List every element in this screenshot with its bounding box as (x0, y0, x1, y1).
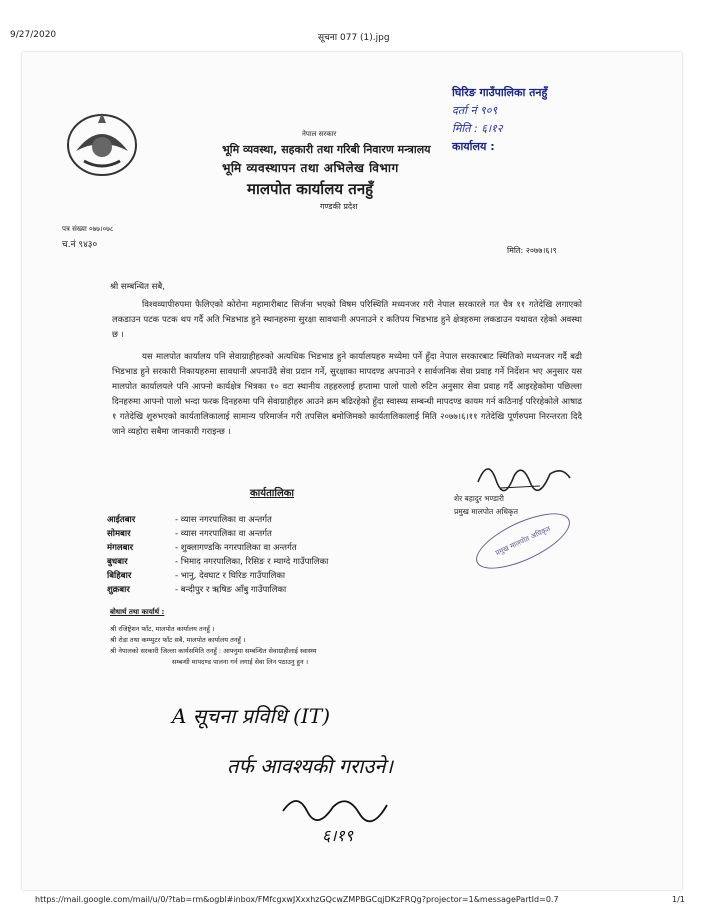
schedule-desc: - व्यास नगरपालिका वा अन्तर्गत (175, 515, 272, 525)
schedule-row (107, 556, 328, 567)
schedule-row (107, 584, 286, 595)
signatory-name: शेर बहादुर भण्डारी (454, 494, 504, 503)
receipt-stamp (452, 84, 582, 156)
handwritten-note-2: तर्फ आवश्यकी गराउने। (227, 754, 393, 778)
paragraph-1: विश्वव्यापीरुपमा फैलिएको कोरोना महामारीबाट सिर्जना भएको विषम परिस्थिति मध्यनजर गरी नेपाल सरकारले गत चैत्र ११ गतेदेखि लगाएको लकडाउन पटक पटक थप गर्दै अति भिडभाड हुने स्थानहरुमा सुरक्षा सावधानी अपनाउने र कतिपय भिडभाड हुने क्षेत्रहरुमा लकडाउन यथावत रहेको अवस्था छ । (112, 300, 582, 340)
stamp-karyalaya: कार्यालय : (452, 140, 495, 153)
salutation: श्री सम्बन्धित सबै, (110, 282, 165, 292)
copies-heading: बोधार्थ तथा कार्यार्थ : (110, 608, 165, 616)
schedule-desc: - बन्दीपुर र ऋषिङ आँबु गाउँपालिका (175, 585, 287, 595)
patra-sankhya: पत्र संख्या ०७७।०७८ (62, 225, 114, 233)
schedule-row (107, 542, 297, 553)
copies-line: सम्बन्धी मापदण्ड पालना गर्न लगाई सेवा लिन पठाउनु हुन । (172, 658, 309, 666)
nepal-emblem-icon (62, 107, 142, 179)
schedule-desc: - भिमाद नगरपालिका, रिसिङ र म्याग्दे गाउँपालिका (175, 557, 329, 567)
office-name: मालपोत कार्यालय तनहुँ (247, 180, 374, 198)
schedule-day: बिहिबार (107, 571, 132, 581)
schedule-day: बुधबार (107, 557, 128, 567)
print-url: https://mail.google.com/mail/u/0/?tab=rm&ogbl#inbox/FMfcgxwJXxxhzGQcwZMPBGCqjDKzFRQg?projector=1&messagePartId=0.7 (35, 895, 559, 904)
ministry-name: भूमि व्यवस्था, सहकारी तथा गरिबी निवारण मन्त्रालय (222, 143, 431, 156)
scanned-document (22, 52, 682, 890)
schedule-row (107, 528, 272, 539)
schedule-day: आईतबार (107, 515, 136, 525)
schedule-desc: - भानु, देवघाट र घिरिङ गाउँपालिका (175, 571, 286, 581)
stamp-miti: मिति : ६।१२ (452, 122, 503, 135)
stamp-org: घिरिङ गाउँपालिका तनहुँ (452, 86, 548, 99)
seal-text: प्रमुख मालपोत अधिकृत (494, 524, 552, 557)
print-title: सूचना 077 (1).jpg (318, 33, 390, 43)
handwritten-note-1: A सूचना प्रविधि (IT) (172, 704, 331, 728)
schedule-row (107, 514, 272, 525)
paragraph-2: यस मालपोत कार्यालय पनि सेवाग्राहीहरुको अत्यधिक भिडभाड हुने कार्यालयहरु मध्येमा पर्ने हुँदा नेपाल सरकारबाट स्थितिको मध्यनजर गर्दै बढी भिडभाड हुने सरकारी निकायहरुमा सावधानी अपनाउँदै सेवा प्रदान गर्ने, सुरक्षाका मापदण्ड अपनाउने र सार्वजनिक सेवा प्रवाह गर्ने निर्देशन भए अनुसार यस मालपोत कार्यालयले पनि आफ्नो कार्यक्षेत्र भित्रका १० वटा स्थानीय तहहरुलाई हप्तामा पालो पालो रुटिन अनुसार सेवा प्रवाह गर्दै आइरहेकोमा पछिल्ला दिनहरुमा आफ्नो पालो भन्दा फरक दिनहरुमा पनि सेवाग्राहीहरु आउने क्रम बढिरहेको हुँदा स्वास्थ्य सम्बन्धी मापदण्ड कायम गर्न कठिनाई परिरहेकोले आषाढ १ गतेदेखि शुरुभएको कार्यतालिकालाई सामान्य परिमार्जन गरी तपसिल बमोजिमको कार्यतालिकालाई मिति २०७७।६।११ गतेदेखि पूर्णरुपमा निरन्तरता दिदै जाने व्यहोरा सबैमा जानकारी गराइन्छ । (112, 352, 582, 437)
copies-line: श्री नेपालको सरकारी जिल्ला कार्यसमिति तनहुँ : आफ्नुमा सम्बन्धित सेवाग्राहीलाई स्वास्थ्य (110, 647, 317, 655)
province-name: गण्डकी प्रदेश (320, 202, 358, 211)
print-date: 9/27/2020 (10, 30, 57, 40)
gov-label: नेपाल सरकार (302, 130, 337, 138)
copies-line: श्री रोडा तथा कम्प्युटर फाँट सबै, मालपोत कार्यालय तनहुँ । (110, 636, 246, 644)
chalani-number: च.नं ९४३० (62, 240, 98, 250)
schedule-desc: - शुक्लागण्डकि नगरपालिका वा अन्तर्गत (175, 543, 297, 553)
schedule-desc: - व्यास नगरपालिका वा अन्तर्गत (175, 529, 272, 539)
schedule-day: सोमबार (107, 529, 131, 539)
handwritten-date: ६।१९ (322, 826, 354, 845)
schedule-day: शुक्रबार (107, 585, 130, 595)
schedule-row (107, 570, 285, 581)
schedule-title: कार्यतालिका (250, 488, 294, 499)
letter-date: मिति: २०७७।६।९ (507, 246, 557, 255)
stamp-darta: दर्ता नं ९०९ (452, 104, 498, 117)
department-name: भूमि व्यवस्थापन तथा अभिलेख विभाग (222, 161, 399, 175)
handwritten-signature-icon (277, 787, 397, 827)
copies-line: श्री रजिष्ट्रेशन फाँट, मालपोत कार्यालय तनहुँ । (110, 625, 215, 633)
signatory-title: प्रमुख मालपोत अधिकृत (454, 507, 518, 516)
print-page-count: 1/1 (672, 895, 685, 904)
schedule-day: मंगलबार (107, 543, 134, 553)
